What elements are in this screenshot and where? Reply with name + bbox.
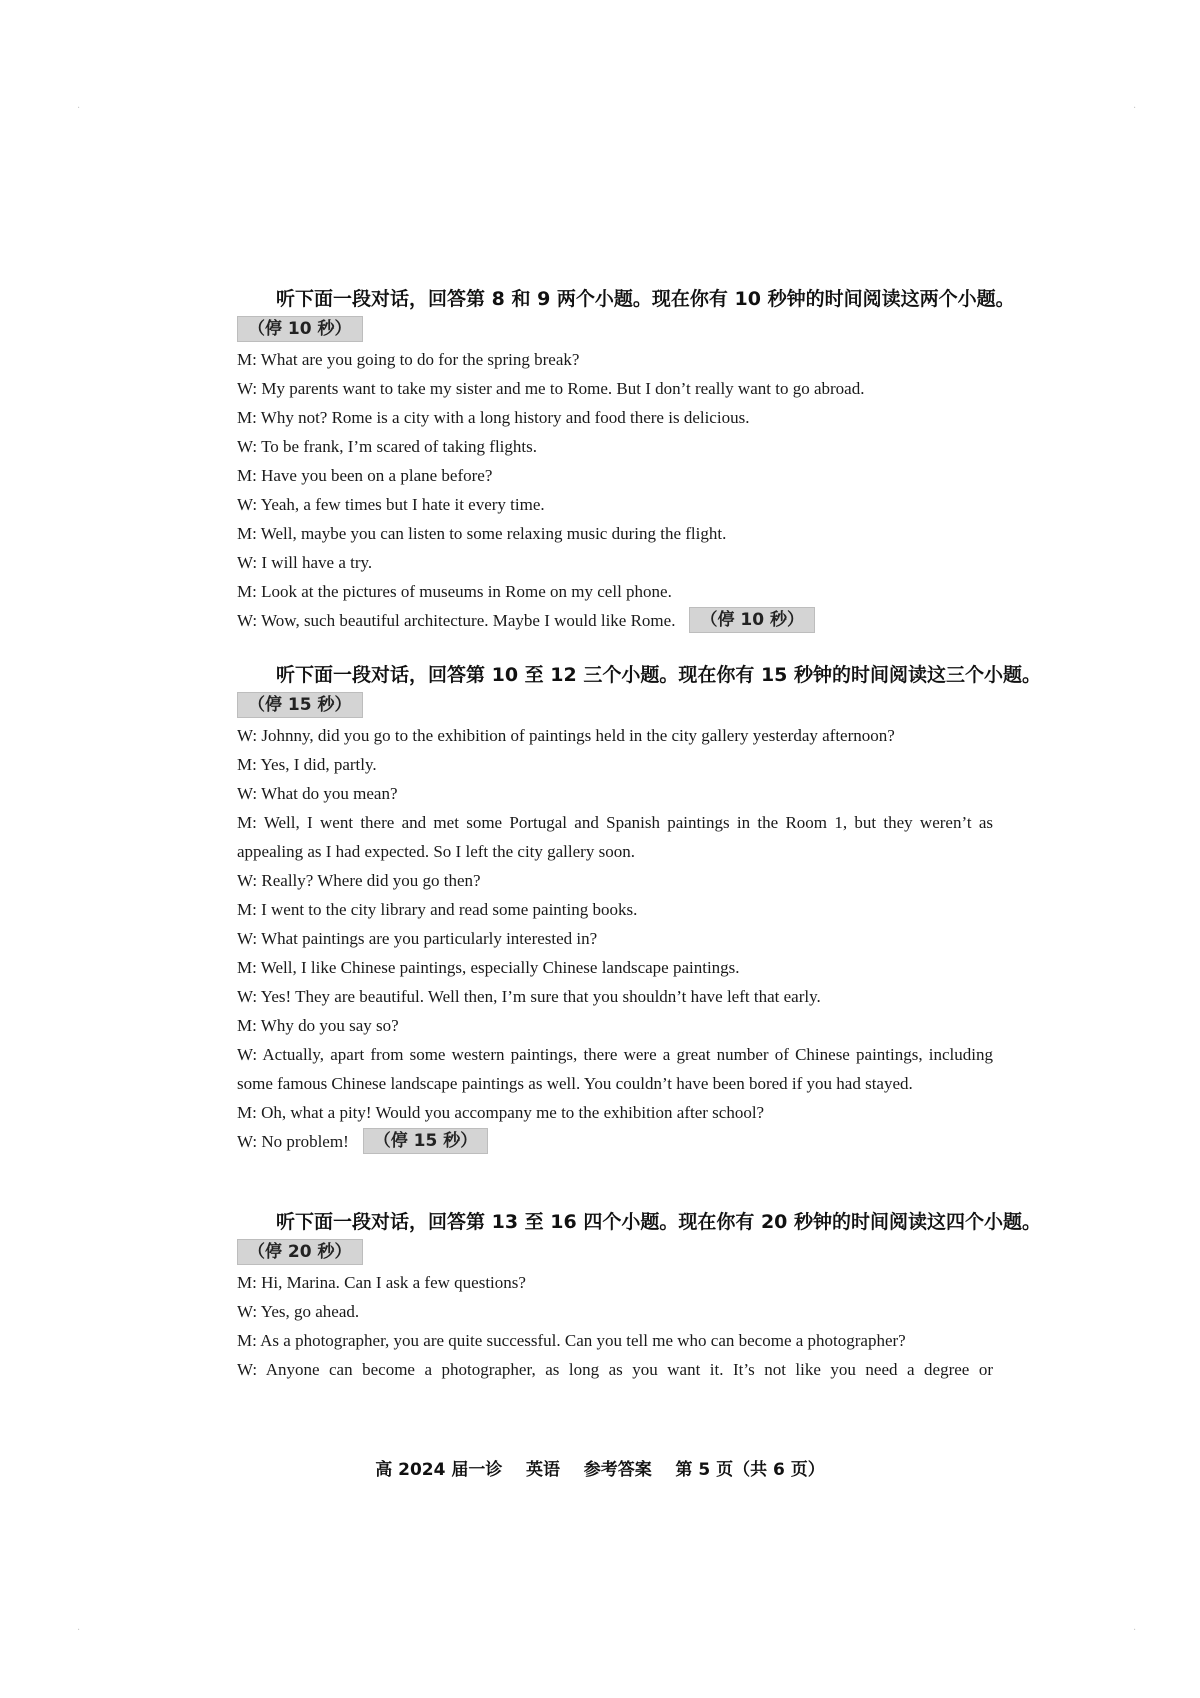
pause-label: （停 15 秒）	[363, 1128, 489, 1154]
dialogue-section-1	[237, 284, 1015, 635]
dialogue-line: W: Yes! They are beautiful. Well then, I’m sure that you shouldn’t have left that early.	[237, 987, 821, 1006]
dialogue-section-3	[237, 1207, 1042, 1384]
dialogue-line: M: I went to the city library and read some painting books.	[237, 900, 638, 919]
scan-speck: ·	[77, 1625, 81, 1636]
dialogue-line: M: Have you been on a plane before?	[237, 466, 493, 485]
pause-label: （停 15 秒）	[237, 692, 363, 718]
dialogue-line: W: What paintings are you particularly interested in?	[237, 929, 598, 948]
dialogue-line: W: Johnny, did you go to the exhibition of paintings held in the city gallery yesterday afternoon?	[237, 726, 895, 745]
dialogue-line: M: Why not? Rome is a city with a long history and food there is delicious.	[237, 408, 750, 427]
dialogue-line: M: Well, maybe you can listen to some relaxing music during the flight.	[237, 524, 727, 543]
section-heading: 听下面一段对话，回答第 10 至 12 三个小题。现在你有 15 秒钟的时间阅读这三个小题。	[276, 664, 1042, 686]
dialogue-line: W: Yeah, a few times but I hate it every time.	[237, 495, 545, 514]
dialogue-line: W: What do you mean?	[237, 784, 398, 803]
dialogue-line: W: To be frank, I’m scared of taking flights.	[237, 437, 537, 456]
page-footer: 高 2024 届一诊 英语 参考答案 第 5 页（共 6 页）	[375, 1460, 825, 1480]
pause-label: （停 20 秒）	[237, 1239, 363, 1265]
dialogue-line: W: Actually, apart from some western paintings, there were a great number of Chinese paintings, including some famous Chinese landscape paintings as well. You couldn’t have been bored if you had stayed.	[237, 1045, 993, 1093]
dialogue-line: M: Well, I went there and met some Portugal and Spanish paintings in the Room 1, but they weren’t as appealing as I had expected. So I left the city gallery soon.	[237, 813, 993, 861]
dialogue-line: M: As a photographer, you are quite successful. Can you tell me who can become a photographer?	[237, 1331, 906, 1350]
dialogue-section-2	[237, 660, 1042, 1156]
scan-speck: ·	[77, 103, 81, 114]
dialogue-line: M: Look at the pictures of museums in Rome on my cell phone.	[237, 582, 672, 601]
dialogue-line: W: My parents want to take my sister and me to Rome. But I don’t really want to go abroad.	[237, 379, 865, 398]
dialogue-line: M: Yes, I did, partly.	[237, 755, 377, 774]
section-heading: 听下面一段对话，回答第 13 至 16 四个小题。现在你有 20 秒钟的时间阅读这四个小题。	[276, 1211, 1042, 1233]
dialogue-line: W: Yes, go ahead.	[237, 1302, 360, 1321]
dialogue-line-with-pause	[237, 1127, 993, 1156]
scan-speck: ·	[1133, 1625, 1137, 1636]
dialogue-text: W: Wow, such beautiful architecture. Maybe I would like Rome.	[237, 611, 676, 630]
scan-speck: ·	[1133, 103, 1137, 114]
dialogue-line: M: Hi, Marina. Can I ask a few questions?	[237, 1273, 526, 1292]
section-heading: 听下面一段对话，回答第 8 和 9 两个小题。现在你有 10 秒钟的时间阅读这两个小题。	[276, 288, 1015, 310]
dialogue-line: M: Oh, what a pity! Would you accompany me to the exhibition after school?	[237, 1103, 765, 1122]
dialogue-line: W: I will have a try.	[237, 553, 373, 572]
dialogue-text: W: No problem!	[237, 1132, 349, 1151]
dialogue-line: M: Why do you say so?	[237, 1016, 399, 1035]
dialogue-line-with-pause	[237, 606, 993, 635]
dialogue-line: M: Well, I like Chinese paintings, especially Chinese landscape paintings.	[237, 958, 740, 977]
dialogue-line: M: What are you going to do for the spring break?	[237, 350, 580, 369]
dialogue-line: W: Really? Where did you go then?	[237, 871, 481, 890]
pause-label: （停 10 秒）	[689, 607, 815, 633]
pause-label: （停 10 秒）	[237, 316, 363, 342]
dialogue-line: W: Anyone can become a photographer, as long as you want it. It’s not like you need a degree or	[237, 1360, 993, 1379]
